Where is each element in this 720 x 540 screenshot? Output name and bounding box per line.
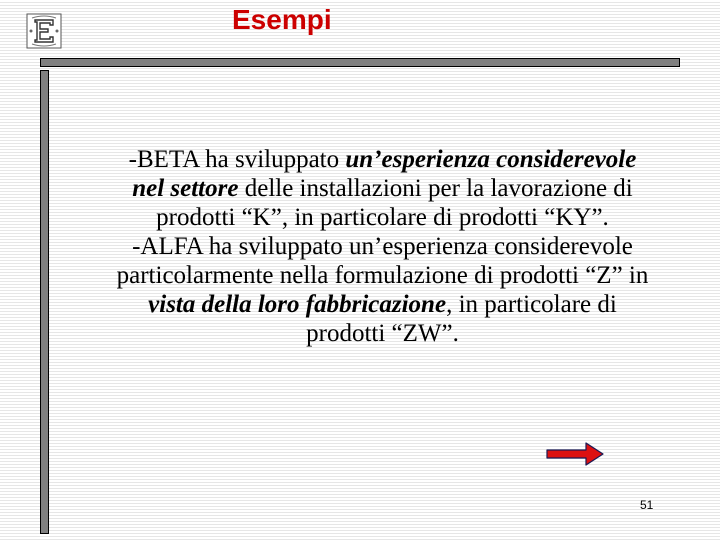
paragraph-beta (110, 145, 655, 232)
paragraph-alfa-text-2: , in particolare di prodotti “ZW”. (306, 291, 617, 347)
paragraph-alfa-emphasis: vista della loro fabbricazione (148, 291, 447, 318)
next-slide-arrow-icon[interactable] (546, 442, 604, 466)
page-number: 51 (640, 498, 654, 512)
horizontal-divider (40, 58, 680, 67)
paragraph-beta-text-1: -BETA ha sviluppato (128, 146, 346, 173)
paragraph-alfa (110, 232, 655, 348)
slide-title: Esempi (232, 4, 332, 35)
slide-body (110, 145, 655, 348)
vertical-divider (40, 70, 49, 534)
paragraph-alfa-text-1: -ALFA ha sviluppato un’esperienza considerevole particolarmente nella formulazione di prodotti “Z” in (116, 233, 649, 289)
paragraph-beta-text-2: delle installazioni per la lavorazione di prodotti “K”, in particolare di prodotti “KY”. (156, 175, 633, 231)
logo-letter-e-icon (24, 11, 64, 51)
paragraph-beta-emphasis: un’esperienza considerevole nel settore (132, 146, 637, 202)
